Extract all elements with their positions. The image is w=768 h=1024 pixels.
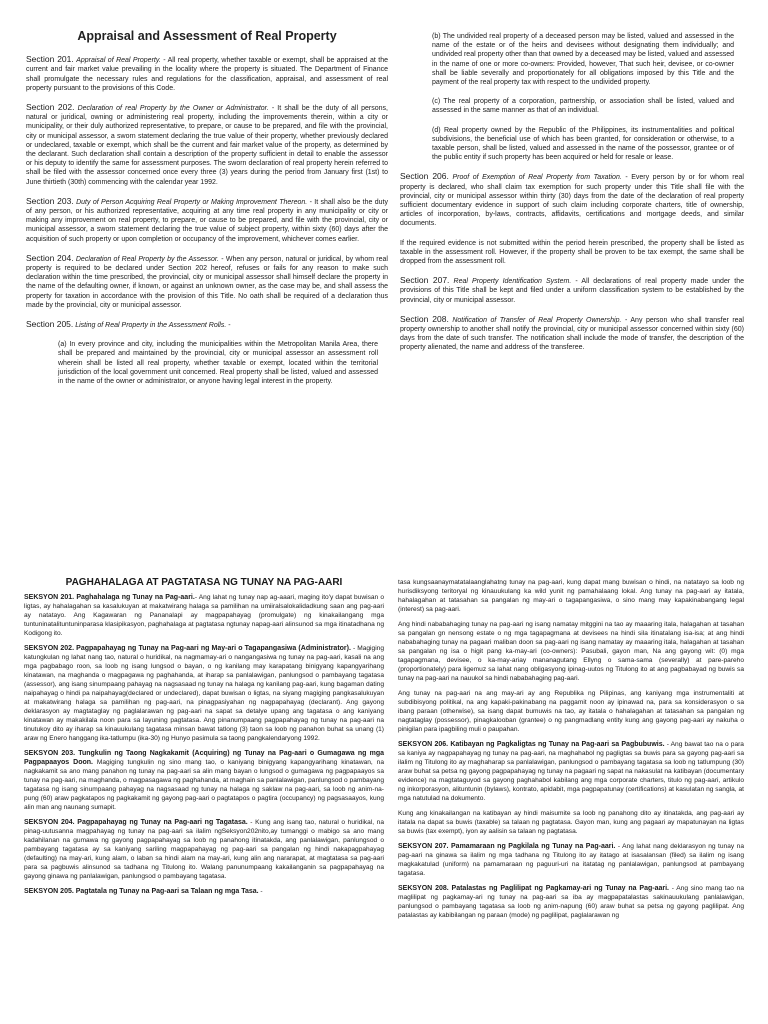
seksyon-paragraph — [398, 809, 744, 836]
seksyon-heading: SEKSYON 202. Pagpapahayag ng Tunay na Pag-aari ng May-ari o Tagapangasiwa (Administrator). — [24, 645, 351, 652]
filipino-right-sections — [398, 578, 744, 920]
seksyon-body: Ang hindi nababahaging tunay na pag-aari ng isang namatay mitggini na tao ay maaaring itala, halagahan at tasahan sa pangalan gn nensong estate o ng mga tagapagmana at devisees na hindi sila itinatalang isa-isa; at ang hindi nababahaging tunay na pagaari maliban doon sa pag-aari ng isang namatay ay maaaring itala, halagahan at tasahan sa pangalan ng isa o higit pang ka-may-ari (co-owners): Pasubali, gayon man, Na ang gayong wit: (0) mga tagapagmana, devisee, o ka-may-ariay mananagutang Ellyng o sama-sama (severally) at pare-pareho (proportionately) para ligemuz sa lahat nang obligasyong ipinag-uutos ng Titulong ito at ang pagbabayad ng buwis sa tunay na pag-aari na nauukol sa hindi nababahaging pag-aari. — [398, 621, 744, 682]
section-paragraph — [26, 320, 388, 330]
seksyon-heading: SEKSYON 204. Pagpapahayag ng Tunay na Pag-aari ng Tagatasa. — [24, 819, 248, 826]
section-heading: Declaration of Real Property by the Assessor. — [75, 255, 219, 263]
seksyon-paragraph — [398, 689, 744, 734]
section-body: - Any person who shall transfer real property ownership to another shall notify the provincial, city or municipal assessor concerned within sixty (60) days from the date of such transfer. The notification shall include the mode of transfer, the description of the property alienated, the name and address of the transferee. — [400, 316, 744, 352]
section-body: - All real property, whether taxable or exempt, shall be appraised at the current and fair market value prevailing in the locality where the property is situated. The Department of Finance shall promulgate the necessary rules and regulations for the classification, appraisal, and assessment of real property pursuant to the provisions of this Code. — [26, 57, 388, 92]
section-paragraph — [400, 276, 744, 305]
seksyon-paragraph — [398, 884, 744, 920]
seksyon-heading: SEKSYON 206. Katibayan ng Pagkaligtas ng Tunay na Pag-aari sa Pagbubuwis. — [398, 741, 665, 748]
seksyon-paragraph — [24, 593, 384, 638]
english-sections — [26, 55, 388, 330]
seksyon-body: - — [258, 888, 263, 895]
section-heading: Proof of Exemption of Real Property from Taxation. — [452, 174, 622, 182]
section-205-paragraph-a: (a) In every province and city, including the municipalities within the Metropolitan Manila Area, there shall be prepared and maintained by the provincial, city or municipal assessor an assessment roll wherein shall be listed all real property, whether taxable or exempt, located within the territorial jurisdiction of the local government unit concerned. Real property shall be listed, valued and assessed in the name of the owner or administrator, or anyone having legal interest in the property. — [58, 341, 378, 386]
seksyon-paragraph — [24, 887, 384, 896]
section-number: Section 202. — [26, 102, 75, 113]
section-heading: Duty of Person Acquiring Real Property or Making Improvement Thereon. — [76, 198, 308, 206]
seksyon-paragraph — [398, 842, 744, 878]
english-right-column — [400, 32, 744, 363]
seksyon-body: - Kung ang isang tao, natural o huridikal, na pinag-uutusanna magpahayag ng tunay na pag-aari sa ilalim ngSeksyon202nito,ay tumanggi o mabigo sa ano mang kadahilanan na gumawa ng gayong pagpapahayag sa loob ng panahong itinatakda, ang panlalawigan, panlungsod o pambayang tagatasa ay sa kaniyang sariling magpapahayag ng pag-aari sa pangalan ng hindi nakapagpahayag (defaulting) na may-ari, kung alam, o laban sa hindi alam na may-ari, kung alin ang nararapat, at magtatasa sa pag-aari para sa pagbuwis alinsunod sa tadhana ng Titulong ito. Walang panunumpaang kakailanganin sa pagpapahayag na gayong ginawa ng panlalawigan, panlungsod o pambayang tagatasa. — [24, 819, 384, 880]
section-body: - It shall be the duty of all persons, natural or juridical, owning or administering real property, including the improvements therein, within a city or municipality, or their duly authorized representative, to prepare, or cause to be prepared, and file with the provincial, city or municipal assessor, a sworn statement declaring the true value of their property, whether previously declared or undeclared, taxable or exempt, which shall be the current and fair market value of the property, as determined by the declarant. Such declaration shall contain a description of the property sufficient in detail to enable the assessor or his deputy to identify the same for assessment purposes. The sworn declaration of real property herein referred to shall be filed with the assessor concerned once every three (3) years during the period from January first (1st) to June thirtieth (30th) commencing with the calendar year 1992. — [26, 105, 388, 186]
seksyon-paragraph — [398, 740, 744, 803]
section-body: If the required evidence is not submitted within the period herein prescribed, the property shall be listed as taxable in the assessment roll. However, if the property shall be proven to be tax exempt, the same shall be dropped from the assessment roll. — [400, 239, 744, 266]
seksyon-body: Ang tunay na pag-aari na ang may-ari ay ang Republika ng Pilipinas, ang kaniyang mga instrumentaliti at subdibisyong politikal, na ang kapaki-pakinabang na paggamit noon ay ipinawad na, para sa konsiderasyon o sa ibang paraan (otherwise), sa isang dapat bumuwis na tao, ay itatala o hahalagahan at tatasahan sa pangalan ng nagtataglay (possessor), pinagkalooban (grantee) o ng pangmadlang entity kung ang gayong pag-aari ay nakuha o pinigilan para ipagbiling muli o paupahan. — [398, 690, 744, 733]
seksyon-body: - Ang lahat nang deklarasyon ng tunay na pag-aari na ginawa sa ilalim ng mga tadhana ng Titulong ito ay itatago at isasalansan (filed) sa ilalim ng isang magkakatulad (uniform) na pamamaraan ng paguuri-uri na itatatag ng panlalawigan, panlungsod at pambayang tagatasa. — [398, 843, 744, 877]
english-left-column — [26, 29, 388, 392]
filipino-right-column — [398, 578, 744, 926]
section-heading: Real Property Identification System. — [453, 278, 572, 286]
seksyon-body: Magiging tungkulin ng sino mang tao, o kaniyang binigyang kapangyarihang kinatawan, na nagkakamit sa ano mang panahon ng tunay na pag-aari sa alin mang bayan o lungsod o gumagawa ng pagpapaayos sa tunay na pag-aari, na maghanda, o magpasagawa ng paghahanda, at maghain sa panlalawigan, panlungsod o pambayang tagatasa ng isang sinumpaang pahayag na nagsasaad ng tunay na halaga ng saklaw na pag-aari, sa loob ng anim-na-pung (60) araw pagkatapos ng pagkakamit ng gayong pag-aari o pagtatapos o pagtira (occupancy) ng pagsasaayos, kung alin man ang naunang sumapit. — [24, 759, 384, 811]
section-heading: Listing of Real Property in the Assessment Rolls. — [75, 322, 227, 330]
section-number: Section 204. — [26, 252, 74, 263]
section-paragraph — [26, 103, 388, 187]
section-heading: Declaration of real Property by the Owner or Administrator. — [77, 105, 269, 113]
section-paragraph — [26, 55, 388, 93]
filipino-title: PAGHAHALAGA AT PAGTATASA NG TUNAY NA PAG-AARI — [65, 577, 343, 588]
english-right-sections — [400, 172, 744, 352]
section-body: - When any person, natural or juridical, by whom real property is required to be declared under Section 202 hereof, refuses or fails for any reason to make such declaration within the time prescribed, the provincial, city or municipal assessor shall himself declare the property in the name of the defaulting owner, if known, or against an unknown owner, as the case may be, and shall assess the property for taxation in accordance with the provision of this Title. No oath shall be required of a declaration thus made by the provincial, city or municipal assessor. — [26, 255, 388, 309]
seksyon-heading: SEKSYON 207. Pamamaraan ng Pagkilala ng Tunay na Pag-aari. — [398, 843, 616, 850]
section-paragraph — [26, 197, 388, 244]
seksyon-heading: SEKSYON 208. Patalastas ng Paglilipat ng Pagkamay-ari ng Tunay na Pag-aari. — [398, 885, 669, 892]
section-number: Section 201. — [26, 54, 74, 65]
seksyon-paragraph — [24, 644, 384, 743]
seksyon-paragraph — [24, 749, 384, 812]
seksyon-body: - Magiging katungkulan ng lahat nang tao, natural o huridikal, na nagmamay-ari o nangangasiwa ng tunay na pag-aari, kasali na ang mga pagbabago roon, sa loob ng isang lungsod o bayan, o ng kanilang may karapatang binigyang kapangyarihang kinatawan, na maghanda o magpagawa ng paghahanda, at iharap sa panlalawigan, panlungsod o pambayang tagatasa (assessor), ang isang sinumpaang pahayag na nagsasaad ng tunay na halaga ng kanilang pag-aari, kung bagaman dating naipahayag o hindi pa naipahayag(declared or undeclared), dapat buwisan o ligtas, na siyang magiging pangkasalukuyan at makatwirang halaga sa pamilihan ng pag-aari, na pinagpasiyahan ng nagpapahayag (declarant). Ang gayong deklarasyon ay magtataglay ng paglalarawan ng pag-aari na sapat sa detalye upang ang tagatasa o ang kaniyang kinatawan ay makakilala noon para sa layuning pagtatasa. Ang pinanumpaang pagpapahayag ng tunay na pag-aari na tinutukoy dito ay iharap sa kinauukulang tagatasa minsan bawat tatlong (3) taon sa loob ng panahon buhat sa unang (1) araw ng Enero hanggang ika-tatlumpu (ika-30) ng Hunyo pasimula sa taong pangkalendaryong 1992. — [24, 645, 384, 742]
section-body: - All declarations of real property made under the provisions of this Title shall be kept and filed under a uniform classification system to be established by the provincial, city or municipal assessor. — [400, 278, 744, 304]
seksyon-paragraph — [398, 578, 744, 614]
section-205-paragraphs — [400, 32, 744, 162]
section-number: Section 205. — [26, 319, 74, 330]
section-heading: Notification of Transfer of Real Property Ownership. — [452, 316, 622, 324]
sub-paragraph: (d) Real property owned by the Republic of the Philippines, its instrumentalities and political subdivisions, the beneficial use of which has been granted, for consideration or otherwise, to a taxable person, shall be listed, valued and assessed in the name of the possessor, grantee or of the public entity if such property has been acquired or held for resale or lease. — [432, 126, 734, 162]
section-paragraph — [400, 172, 744, 228]
seksyon-heading: SEKSYON 203. Tungkulin ng Taong Nagkakamit (Acquiring) ng Tunay na Pag-aari o Gumagawa ng mga Pagpapaayos Doon. — [24, 750, 384, 766]
section-body: - It shall also be the duty of any person, or his authorized representative, acquiring at any time real property in any municipality or city or making any improvement on real property, to prepare, or cause to be prepared, and file with the provincial, city or municipal assessor, a sworn statement declaring the true value of subject property, within sixty (60) days after the acquisition of such property or upon completion or occupancy of the improvement, whichever comes earlier. — [26, 198, 388, 243]
section-number: Section 203. — [26, 195, 74, 206]
seksyon-paragraph — [24, 818, 384, 881]
section-paragraph — [400, 315, 744, 353]
seksyon-body: - Ang bawat tao na o para sa kaniya ay nagpapahayag ng tunay na pag-aari, na maghahabol ng pagligtas sa buwis para sa gayong pag-aari sa ilalim ng Titulong ito ay maghaharap sa panlalawigan, panlungsod o pambayang tagatasa sa loob ng tatlumpung (30) araw buhat sa petsa ng gayong pagpapahayag ng tunay na pagaari ng sapat na nakasulat na katibayan (documentary evidence) na magtataguyod sa gayong paghahabol kabilang ang mga corporate charters, titulo ng pag-aari, artikulo ng inkorporasyon, alituntunin (bylaws), kontrato, apidabit, mga pagpapatunay (certifications) at kasulatan ng sangla, at mga natutulad na dokumento. — [398, 741, 744, 802]
sub-paragraph: (c) The real property of a corporation, partnership, or association shall be listed, valued and assessed in the same manner as that of an individual. — [432, 98, 734, 115]
section-paragraph — [26, 254, 388, 310]
seksyon-heading: SEKSYON 201. Paghahalaga ng Tunay na Pag-aari. — [24, 594, 195, 601]
filipino-left-column — [24, 578, 384, 902]
seksyon-paragraph — [398, 620, 744, 683]
section-number: Section 208. — [400, 313, 449, 324]
seksyon-body: tasa kungsaanaymatatalaanglahatng tunay na pag-aari, kung dapat mang buwisan o hindi, na natatayo sa loob ng hurisdiksyong teritoryal ng kinauukulang ka wild yunit ng pamahalaang lokal. Ang tunay na pag-aari ay itatala, hahalagahan at tatasahan sa pangalan ng may-ari o tagapangasiwa, o sino mang may kapakinabangang legal (interest) sa pag-aari. — [398, 579, 744, 613]
sub-paragraph: (b) The undivided real property of a deceased person may be listed, valued and assessed in the name of the estate or of the heirs and devisees without designating them individually; and undivided real property other than that owned by a deceased may be listed, valued and assessed in the name of one or more co-owners: Provided, however, That such heir, devisee, or co-owner shall be liable severally and proportionately for all obligations imposed by this Title and the payment of the real property tax with respect to the undivided property. — [432, 33, 734, 87]
filipino-sections — [24, 593, 384, 896]
section-body: - — [226, 322, 231, 330]
section-number: Section 207. — [400, 275, 450, 286]
seksyon-body: - Ang sino mang tao na maglilipat ng pagkamay-ari ng tunay na pag-aari sa iba ay magpapatalastas sakinauukulang panlalawigan, panlungsod o pambayang tagatasa sa loob ng anim-napung (60) araw buhat sa petsa ng gayong paglilipat. Ang patalastas ay kabibilangan ng paraan (mode) ng paglilipat, paglalarawan ng — [398, 885, 744, 919]
document-title: Appraisal and Assessment of Real Property — [77, 29, 337, 43]
section-body: - Every person by or for whom real property is declared, who shall claim tax exemption for such property under this Title shall file with the provincial, city or municipal assessor within thirty (30) days from the date of the declaration of real property sufficient documentary evidence in support of such claim including corporate charters, title of ownership, articles of incorporation, by-laws, contracts, affidavits, certifications and mortgage deeds, and similar documents. — [400, 174, 744, 228]
section-heading: Appraisal of Real Property. — [76, 57, 161, 65]
section-paragraph — [400, 239, 744, 267]
section-number: Section 206. — [400, 171, 449, 182]
seksyon-heading: SEKSYON 205. Pagtatala ng Tunay na Pag-aari sa Talaan ng mga Tasa. — [24, 888, 259, 895]
seksyon-body: Kung ang kinakailangan na katibayan ay hindi maisumite sa loob ng panahong dito ay itinatakda, ang pag-aari ay itatala na dapat sa buwis (taxable) sa talaan ng pagtatasa. Gayon man, kung ang pagaari ay mapatunayan na ligtas sa buwis (tax exempt), iyon ay aalisin sa talaan ng pagtatasa. — [398, 810, 744, 835]
seksyon-body: - Ang lahat ng tunay nap ag-aaari, maging ito'y dapat buwisan o ligtas, ay hahalagahan sa kasalukuyan at makatwirang halaga sa pamilihan na umiiralsalokalidadkung saan ang pag-aari ay natatayo. Ang Kagawaran ng Pananalapi ay magpapahayag (promulgate) ng kinakailangang mga tuntuninatalituntuninparasa klasipikasyon, paghahalaga at pagtatasa ngtunay napag-aari alinsunod sa mga itinatadhana ng Kodigong ito. — [24, 594, 385, 637]
